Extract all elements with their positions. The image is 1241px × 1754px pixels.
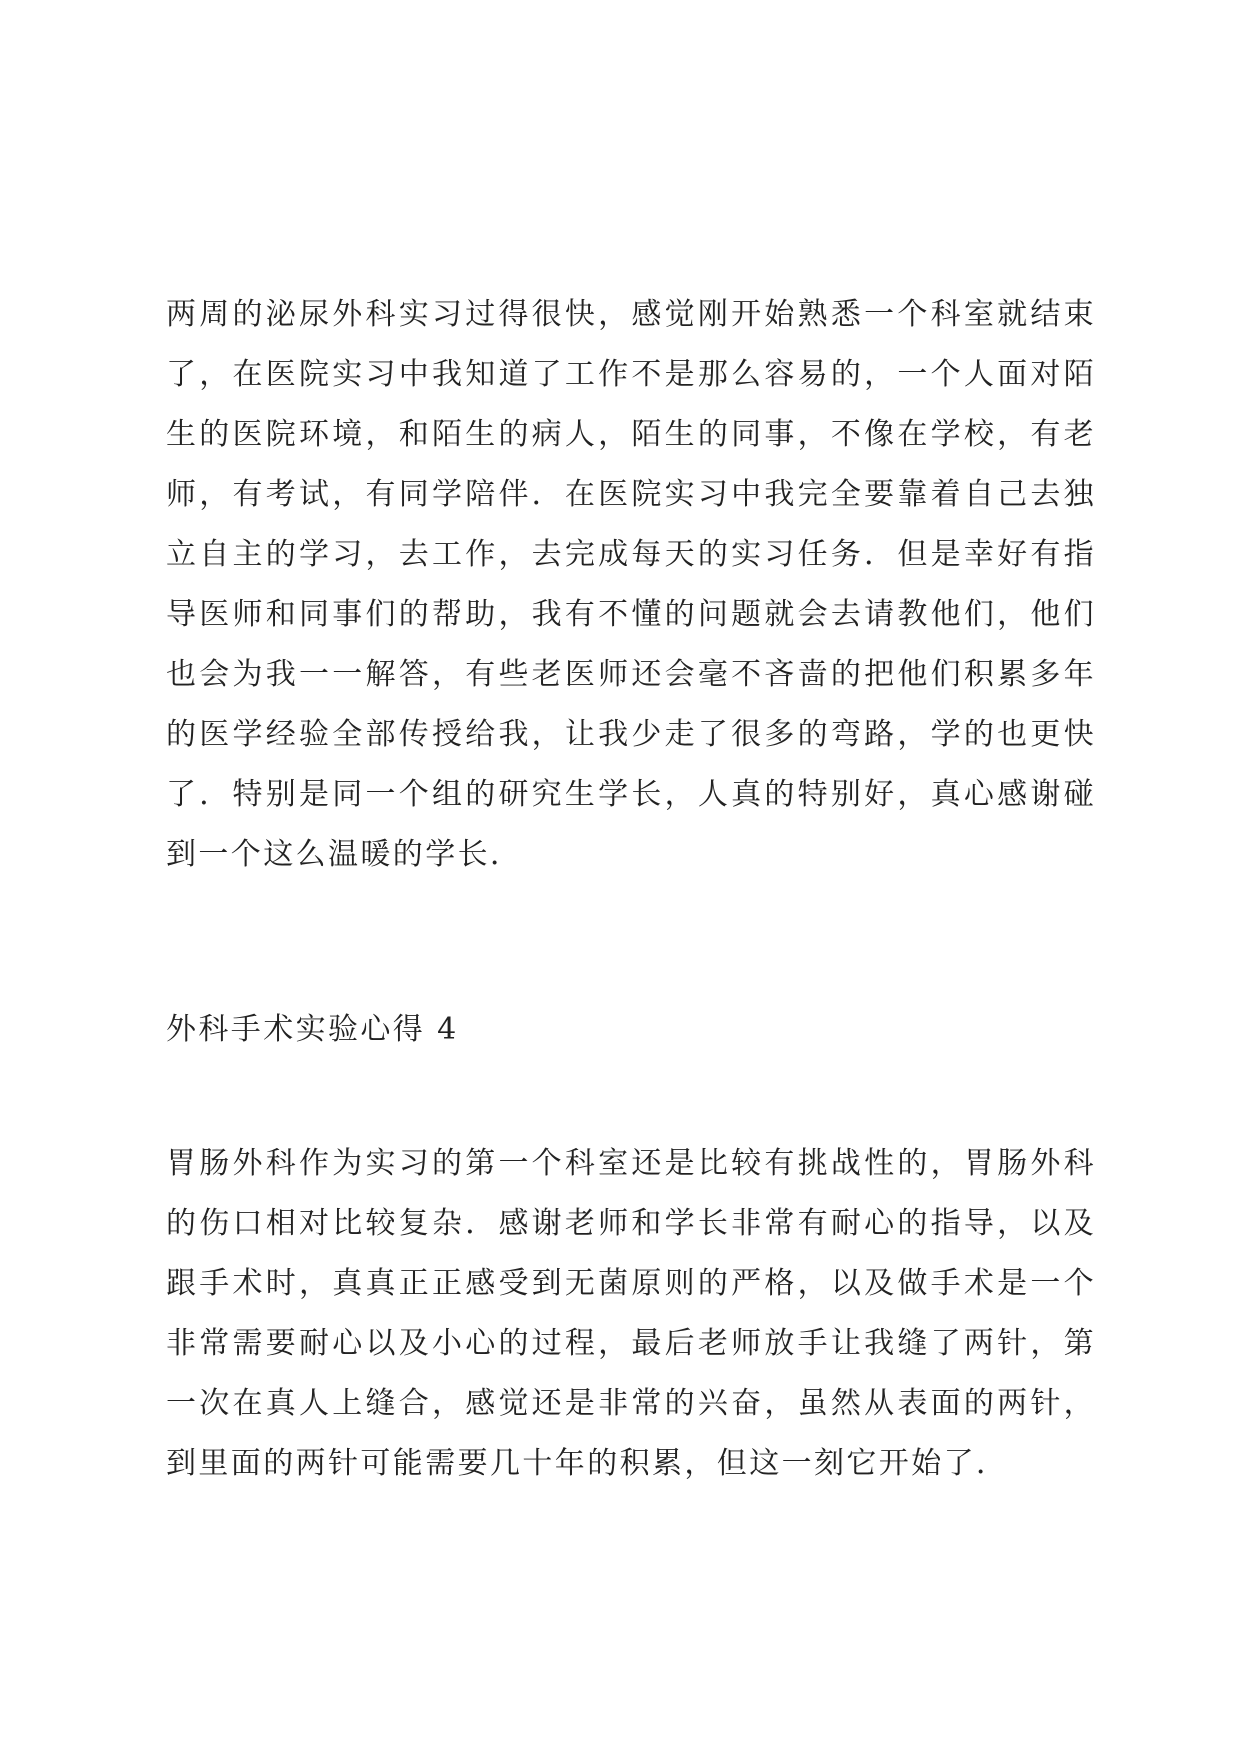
section-heading: 外科手术实验心得 4 <box>166 1012 459 1047</box>
body-paragraph: 两周的泌尿外科实习过得很快，感觉刚开始熟悉一个科室就结束了，在医院实习中我知道了工作不是那么容易的，一个人面对陌生的医院环境，和陌生的病人，陌生的同事，不像在学校，有老师，有考试，有同学陪伴．在医院实习中我完全要靠着自己去独立自主的学习，去工作，去完成每天的实习任务．但是幸好有指导医师和同事们的帮助，我有不懂的问题就会去请教他们，他们也会为我一一解答，有些老医师还会毫不吝啬的把他们积累多年的医学经验全部传授给我，让我少走了很多的弯路，学的也更快了．特别是同一个组的研究生学长，人真的特别好，真心感谢碰到一个这么温暖的学长． <box>166 297 1096 872</box>
body-paragraph: 胃肠外科作为实习的第一个科室还是比较有挑战性的，胃肠外科的伤口相对比较复杂．感谢老师和学长非常有耐心的指导，以及跟手术时，真真正正感受到无菌原则的严格，以及做手术是一个非常需要耐心以及小心的过程，最后老师放手让我缝了两针，第一次在真人上缝合，感觉还是非常的兴奋，虽然从表面的两针，到里面的两针可能需要几十年的积累，但这一刻它开始了． <box>166 1146 1096 1481</box>
